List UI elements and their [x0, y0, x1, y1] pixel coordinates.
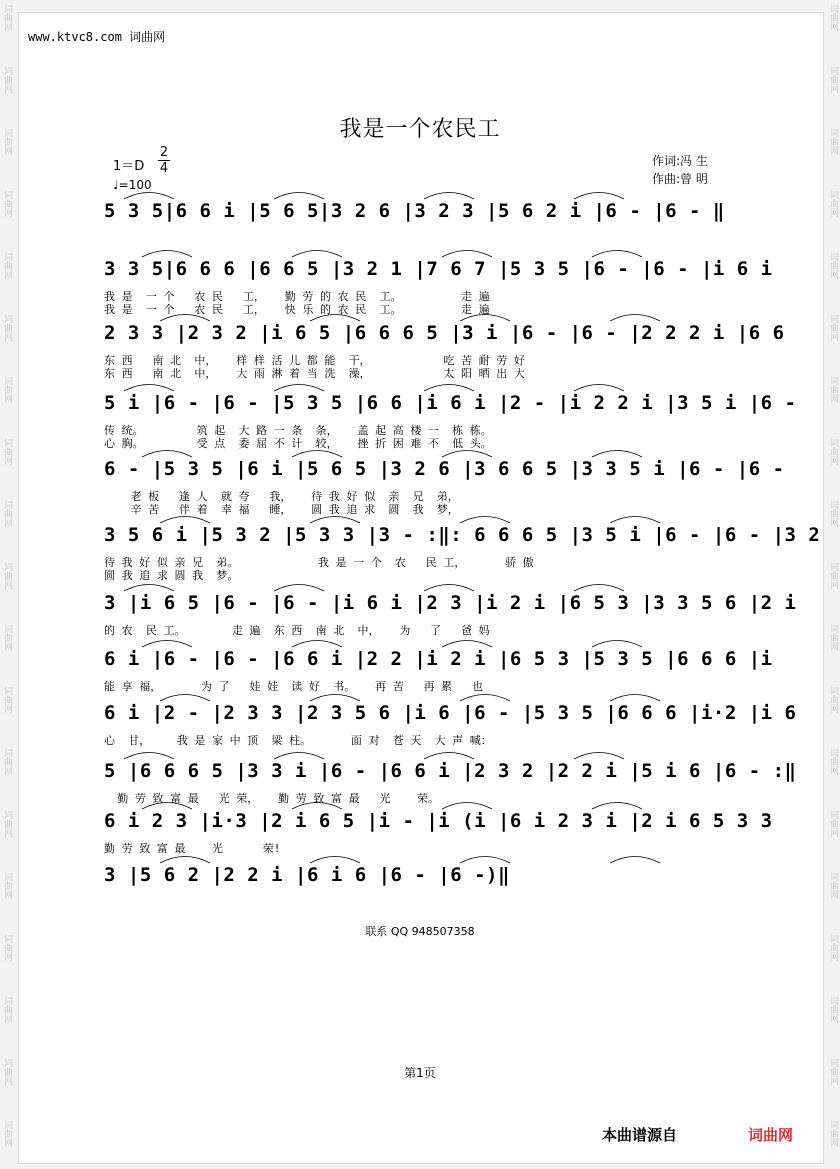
- slur: [124, 753, 174, 760]
- lyrics-verse-1: 心 甘， 我 是 家 中 顶 梁 柱。 面 对 苍 天 大 声 喊：: [104, 734, 492, 747]
- slur: [574, 585, 624, 592]
- slur-marks: [104, 578, 744, 592]
- watermark-text: 词曲网: [828, 66, 838, 93]
- slur: [310, 315, 360, 322]
- notation-line: 5 3 5|6 6 i |5 6 5|3 2 6 |3 2 3 |5 6 2 i |6 - |6 - ‖: [104, 200, 725, 222]
- slur-marks: [104, 850, 744, 864]
- slur: [610, 517, 660, 524]
- slur: [124, 385, 174, 392]
- left-watermark-strip: [0, 0, 14, 1169]
- credits: [652, 152, 708, 188]
- slur: [310, 517, 360, 524]
- slur-marks: [104, 510, 744, 524]
- slur: [460, 857, 510, 864]
- slur: [442, 251, 492, 258]
- slur: [574, 385, 624, 392]
- slur: [592, 251, 642, 258]
- right-watermark-strip: [826, 0, 840, 1169]
- slur-marks: [104, 796, 744, 810]
- slur: [160, 857, 210, 864]
- slur-marks: [104, 444, 744, 458]
- lyrics-verse-1: 我 是 一 个 农 民 工， 勤 劳 的 农 民 工。 走 遍: [104, 290, 490, 303]
- slur: [460, 517, 510, 524]
- slur: [310, 857, 360, 864]
- notation-line: 3 |5 6 2 |2 2 i |6 i 6 |6 - |6 -)‖: [104, 864, 510, 886]
- watermark-text: 词曲网: [2, 190, 12, 217]
- lyrics-verse-2: 辛 苦 伴 着 幸 福 睡， 圆 我 追 求 圆 我 梦，: [104, 503, 459, 516]
- watermark-text: 词曲网: [828, 190, 838, 217]
- watermark-text: 词曲网: [2, 624, 12, 651]
- lyrics-verse-1: 老 板 逢 人 就 夸 我， 待 我 好 似 亲 兄 弟，: [104, 490, 459, 503]
- slur: [124, 193, 174, 200]
- notation-line: 5 |6 6 6 5 |3 3 i |6 - |6 6 i |2 3 2 |2 2 i |5 i 6 |6 - :‖: [104, 760, 797, 782]
- brand-logo[interactable]: 词曲网: [748, 1126, 794, 1144]
- slur-marks: [104, 688, 744, 702]
- lyrics-verse-2: 心 胸。 受 点 委 屈 不 计 较， 挫 折 困 难 不 低 头。: [104, 437, 492, 450]
- slur: [292, 803, 342, 810]
- watermark-text: 词曲网: [2, 252, 12, 279]
- source-label: 本曲谱源自: [602, 1126, 678, 1144]
- watermark-text: 词曲网: [2, 1120, 12, 1147]
- slur: [460, 695, 510, 702]
- notation-line: 2 3 3 |2 3 2 |i 6 5 |6 6 6 5 |3 i |6 - |6 - |2 2 2 i |6 6: [104, 322, 785, 344]
- slur-marks: [104, 378, 744, 392]
- slur: [142, 251, 192, 258]
- slur: [292, 451, 342, 458]
- watermark-text: 词曲网: [828, 1058, 838, 1085]
- slur: [610, 695, 660, 702]
- watermark-text: 词曲网: [828, 562, 838, 589]
- lyrics-verse-2: 圆 我 追 求 圆 我 梦。: [104, 569, 239, 582]
- slur: [442, 641, 492, 648]
- watermark-text: 词曲网: [828, 438, 838, 465]
- watermark-text: 词曲网: [828, 252, 838, 279]
- slur: [574, 193, 624, 200]
- slur: [160, 695, 210, 702]
- watermark-text: 词曲网: [2, 748, 12, 775]
- notation-line: 3 5 6 i |5 3 2 |5 3 3 |3 - :‖: 6 6 6 5 |3 5 i |6 - |6 - |3 2: [104, 524, 821, 546]
- watermark-text: 词曲网: [828, 996, 838, 1023]
- slur: [292, 641, 342, 648]
- contact-info: 联系 QQ 948507358: [365, 925, 475, 938]
- lyrics-verse-1: 勤 劳 致 富 最 光 荣!: [104, 842, 281, 855]
- time-signature: [158, 145, 170, 176]
- slur: [310, 695, 360, 702]
- watermark-text: 词曲网: [2, 4, 12, 31]
- slur-marks: [104, 186, 744, 200]
- slur: [142, 641, 192, 648]
- lyrics-verse-2: 我 是 一 个 农 民 工， 快 乐 的 农 民 工。 走 遍: [104, 303, 490, 316]
- slur: [292, 251, 342, 258]
- watermark-text: 词曲网: [2, 500, 12, 527]
- watermark-text: 词曲网: [828, 314, 838, 341]
- notation-line: 3 3 5|6 6 6 |6 6 5 |3 2 1 |7 6 7 |5 3 5 |6 - |6 - |i 6 i: [104, 258, 773, 280]
- watermark-text: 词曲网: [828, 624, 838, 651]
- watermark-text: 词曲网: [2, 376, 12, 403]
- site-url[interactable]: www.ktvc8.com 词曲网: [28, 30, 166, 44]
- watermark-text: 词曲网: [2, 872, 12, 899]
- lyrics-verse-1: 待 我 好 似 亲 兄 弟。 我 是 一 个 农 民 工， 骄 傲: [104, 556, 534, 569]
- composer: 作曲:曾 明: [652, 172, 708, 186]
- watermark-text: 词曲网: [828, 872, 838, 899]
- key-signature: 1＝D: [113, 159, 145, 174]
- watermark-text: 词曲网: [2, 66, 12, 93]
- slur-marks: [104, 308, 744, 322]
- slur: [142, 803, 192, 810]
- notation-line: 6 i |6 - |6 - |6 6 i |2 2 |i 2 i |6 5 3 |5 3 5 |6 6 6 |i: [104, 648, 773, 670]
- watermark-text: 词曲网: [2, 810, 12, 837]
- time-signature-top: 2: [159, 145, 169, 160]
- watermark-text: 词曲网: [828, 128, 838, 155]
- page-number: 第1页: [404, 1066, 436, 1080]
- slur: [274, 753, 324, 760]
- slur-marks: [104, 746, 744, 760]
- notation-line: 3 |i 6 5 |6 - |6 - |i 6 i |2 3 |i 2 i |6 5 3 |3 3 5 6 |2 i: [104, 592, 797, 614]
- notation-line: 6 - |5 3 5 |6 i |5 6 5 |3 2 6 |3 6 6 5 |3 3 5 i |6 - |6 -: [104, 458, 785, 480]
- slur: [124, 585, 174, 592]
- slur: [424, 385, 474, 392]
- slur: [574, 753, 624, 760]
- slur-marks: [104, 244, 744, 258]
- slur: [424, 753, 474, 760]
- slur: [592, 451, 642, 458]
- song-title: 我是一个农民工: [339, 117, 501, 142]
- lyrics-verse-1: 传 统。 筑 起 大 路 一 条 条， 盖 起 高 楼 一 栋 栋。: [104, 424, 492, 437]
- watermark-text: 词曲网: [2, 934, 12, 961]
- lyrics-verse-1: 东 西 南 北 中， 样 样 活 儿 都 能 干， 吃 苦 耐 劳 好: [104, 354, 525, 367]
- slur: [610, 857, 660, 864]
- slur: [424, 193, 474, 200]
- watermark-text: 词曲网: [2, 996, 12, 1023]
- slur: [160, 315, 210, 322]
- slur-marks: [104, 634, 744, 648]
- slur: [274, 385, 324, 392]
- slur: [142, 451, 192, 458]
- watermark-text: 词曲网: [828, 934, 838, 961]
- watermark-text: 词曲网: [2, 438, 12, 465]
- watermark-text: 词曲网: [828, 376, 838, 403]
- lyrics-verse-1: 勤 劳 致 富 最 光 荣， 勤 劳 致 富 最 光 荣。: [104, 792, 439, 805]
- watermark-text: 词曲网: [2, 686, 12, 713]
- lyrics-verse-1: 的 农 民 工。 走 遍 东 西 南 北 中， 为 了 爸 妈: [104, 624, 490, 637]
- watermark-text: 词曲网: [2, 562, 12, 589]
- watermark-text: 词曲网: [2, 128, 12, 155]
- notation-line: 6 i |2 - |2 3 3 |2 3 5 6 |i 6 |6 - |5 3 5 |6 6 6 |i·2 |i 6: [104, 702, 797, 724]
- notation-line: 6 i 2 3 |i·3 |2 i 6 5 |i - |i (i |6 i 2 3 i |2 i 6 5 3 3: [104, 810, 773, 832]
- slur: [274, 585, 324, 592]
- time-signature-bottom: 4: [159, 161, 169, 176]
- watermark-text: 词曲网: [2, 314, 12, 341]
- slur: [160, 517, 210, 524]
- slur: [442, 803, 492, 810]
- watermark-text: 词曲网: [828, 500, 838, 527]
- watermark-text: 词曲网: [828, 4, 838, 31]
- lyricist: 作词:冯 生: [652, 154, 708, 168]
- watermark-text: 词曲网: [828, 810, 838, 837]
- slur: [592, 803, 642, 810]
- slur: [442, 451, 492, 458]
- lyrics-verse-1: 能 享 福， 为 了 娃 娃 读 好 书。 再 苦 再 累 也: [104, 680, 484, 693]
- slur: [592, 641, 642, 648]
- watermark-text: 词曲网: [2, 1058, 12, 1085]
- slur: [424, 585, 474, 592]
- lyrics-verse-2: 东 西 南 北 中， 大 雨 淋 着 当 洗 澡， 太 阳 晒 出 大: [104, 367, 525, 380]
- slur: [274, 193, 324, 200]
- watermark-text: 词曲网: [828, 686, 838, 713]
- tempo-marking: ♩=100: [113, 178, 152, 192]
- watermark-text: 词曲网: [828, 748, 838, 775]
- notation-line: 5 i |6 - |6 - |5 3 5 |6 6 |i 6 i |2 - |i 2 2 i |3 5 i |6 -: [104, 392, 797, 414]
- slur: [460, 315, 510, 322]
- slur: [610, 315, 660, 322]
- watermark-text: 词曲网: [828, 1120, 838, 1147]
